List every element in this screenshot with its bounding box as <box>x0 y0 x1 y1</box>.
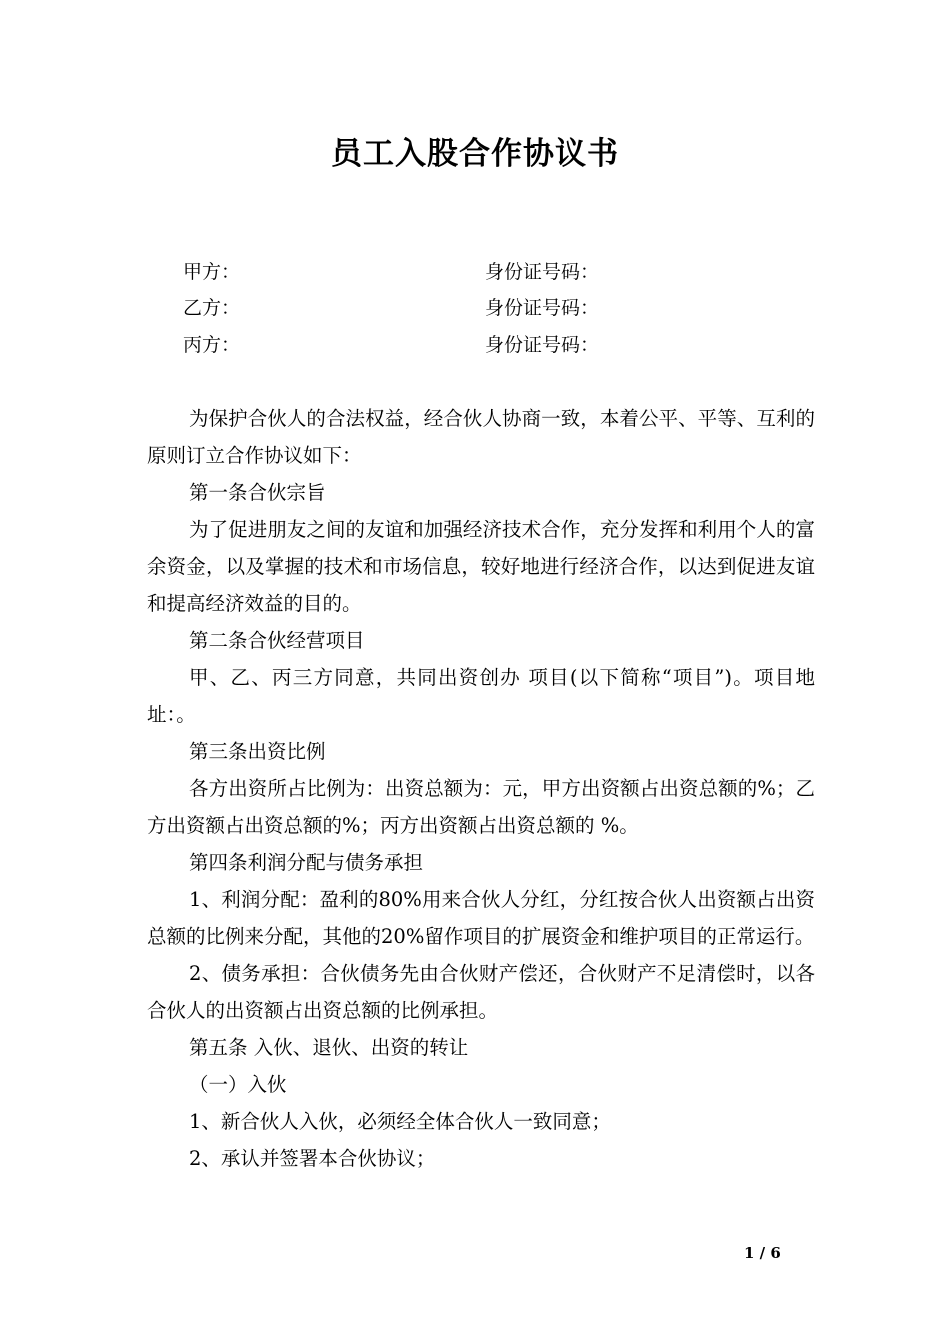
article-paragraph: 2、债务承担：合伙债务先由合伙财产偿还，合伙财产不足清偿时，以各合伙人的出资额占出资总额的比例承担。 <box>147 962 815 1022</box>
list-item: 2、承认并签署本合伙协议； <box>189 1147 436 1170</box>
sub-heading: （一）入伙 <box>189 1073 287 1096</box>
party-row-c <box>183 333 600 357</box>
party-row-b <box>183 296 600 320</box>
id-number-label: 身份证号码： <box>485 334 600 356</box>
party-label: 甲方： <box>183 261 241 283</box>
document-title: 员工入股合作协议书 <box>331 136 619 172</box>
article-heading: 第一条合伙宗旨 <box>189 481 326 504</box>
article-paragraph: 甲、乙、丙三方同意，共同出资创办 项目(以下简称“项目”)。项目地址：。 <box>147 666 815 726</box>
article-heading: 第三条出资比例 <box>189 740 326 763</box>
page-number: 1 / 6 <box>744 1244 781 1262</box>
article-heading: 第二条合伙经营项目 <box>189 629 365 652</box>
list-item: 1、新合伙人入伙，必须经全体合伙人一致同意； <box>189 1110 611 1133</box>
party-label: 乙方： <box>183 297 241 319</box>
article-heading: 第五条 入伙、退伙、出资的转让 <box>189 1036 469 1059</box>
id-number-label: 身份证号码： <box>485 261 600 283</box>
article-paragraph: 1、利润分配：盈利的80%用来合伙人分红，分红按合伙人出资额占出资总额的比例来分配，其他的20%留作项目的扩展资金和维护项目的正常运行。 <box>147 888 815 948</box>
agreement-body <box>147 400 815 1177</box>
party-row-a <box>183 260 600 284</box>
party-label: 丙方： <box>183 334 241 356</box>
article-heading: 第四条利润分配与债务承担 <box>189 851 424 874</box>
preamble-paragraph: 为保护合伙人的合法权益，经合伙人协商一致，本着公平、平等、互利的原则订立合作协议如下： <box>147 407 815 467</box>
article-paragraph: 各方出资所占比例为：出资总额为：元，甲方出资额占出资总额的%；乙方出资额占出资总额的%；丙方出资额占出资总额的 %。 <box>147 777 815 837</box>
id-number-label: 身份证号码： <box>485 297 600 319</box>
article-paragraph: 为了促进朋友之间的友谊和加强经济技术合作，充分发挥和利用个人的富余资金，以及掌握的技术和市场信息，较好地进行经济合作，以达到促进友谊和提高经济效益的目的。 <box>147 518 815 615</box>
